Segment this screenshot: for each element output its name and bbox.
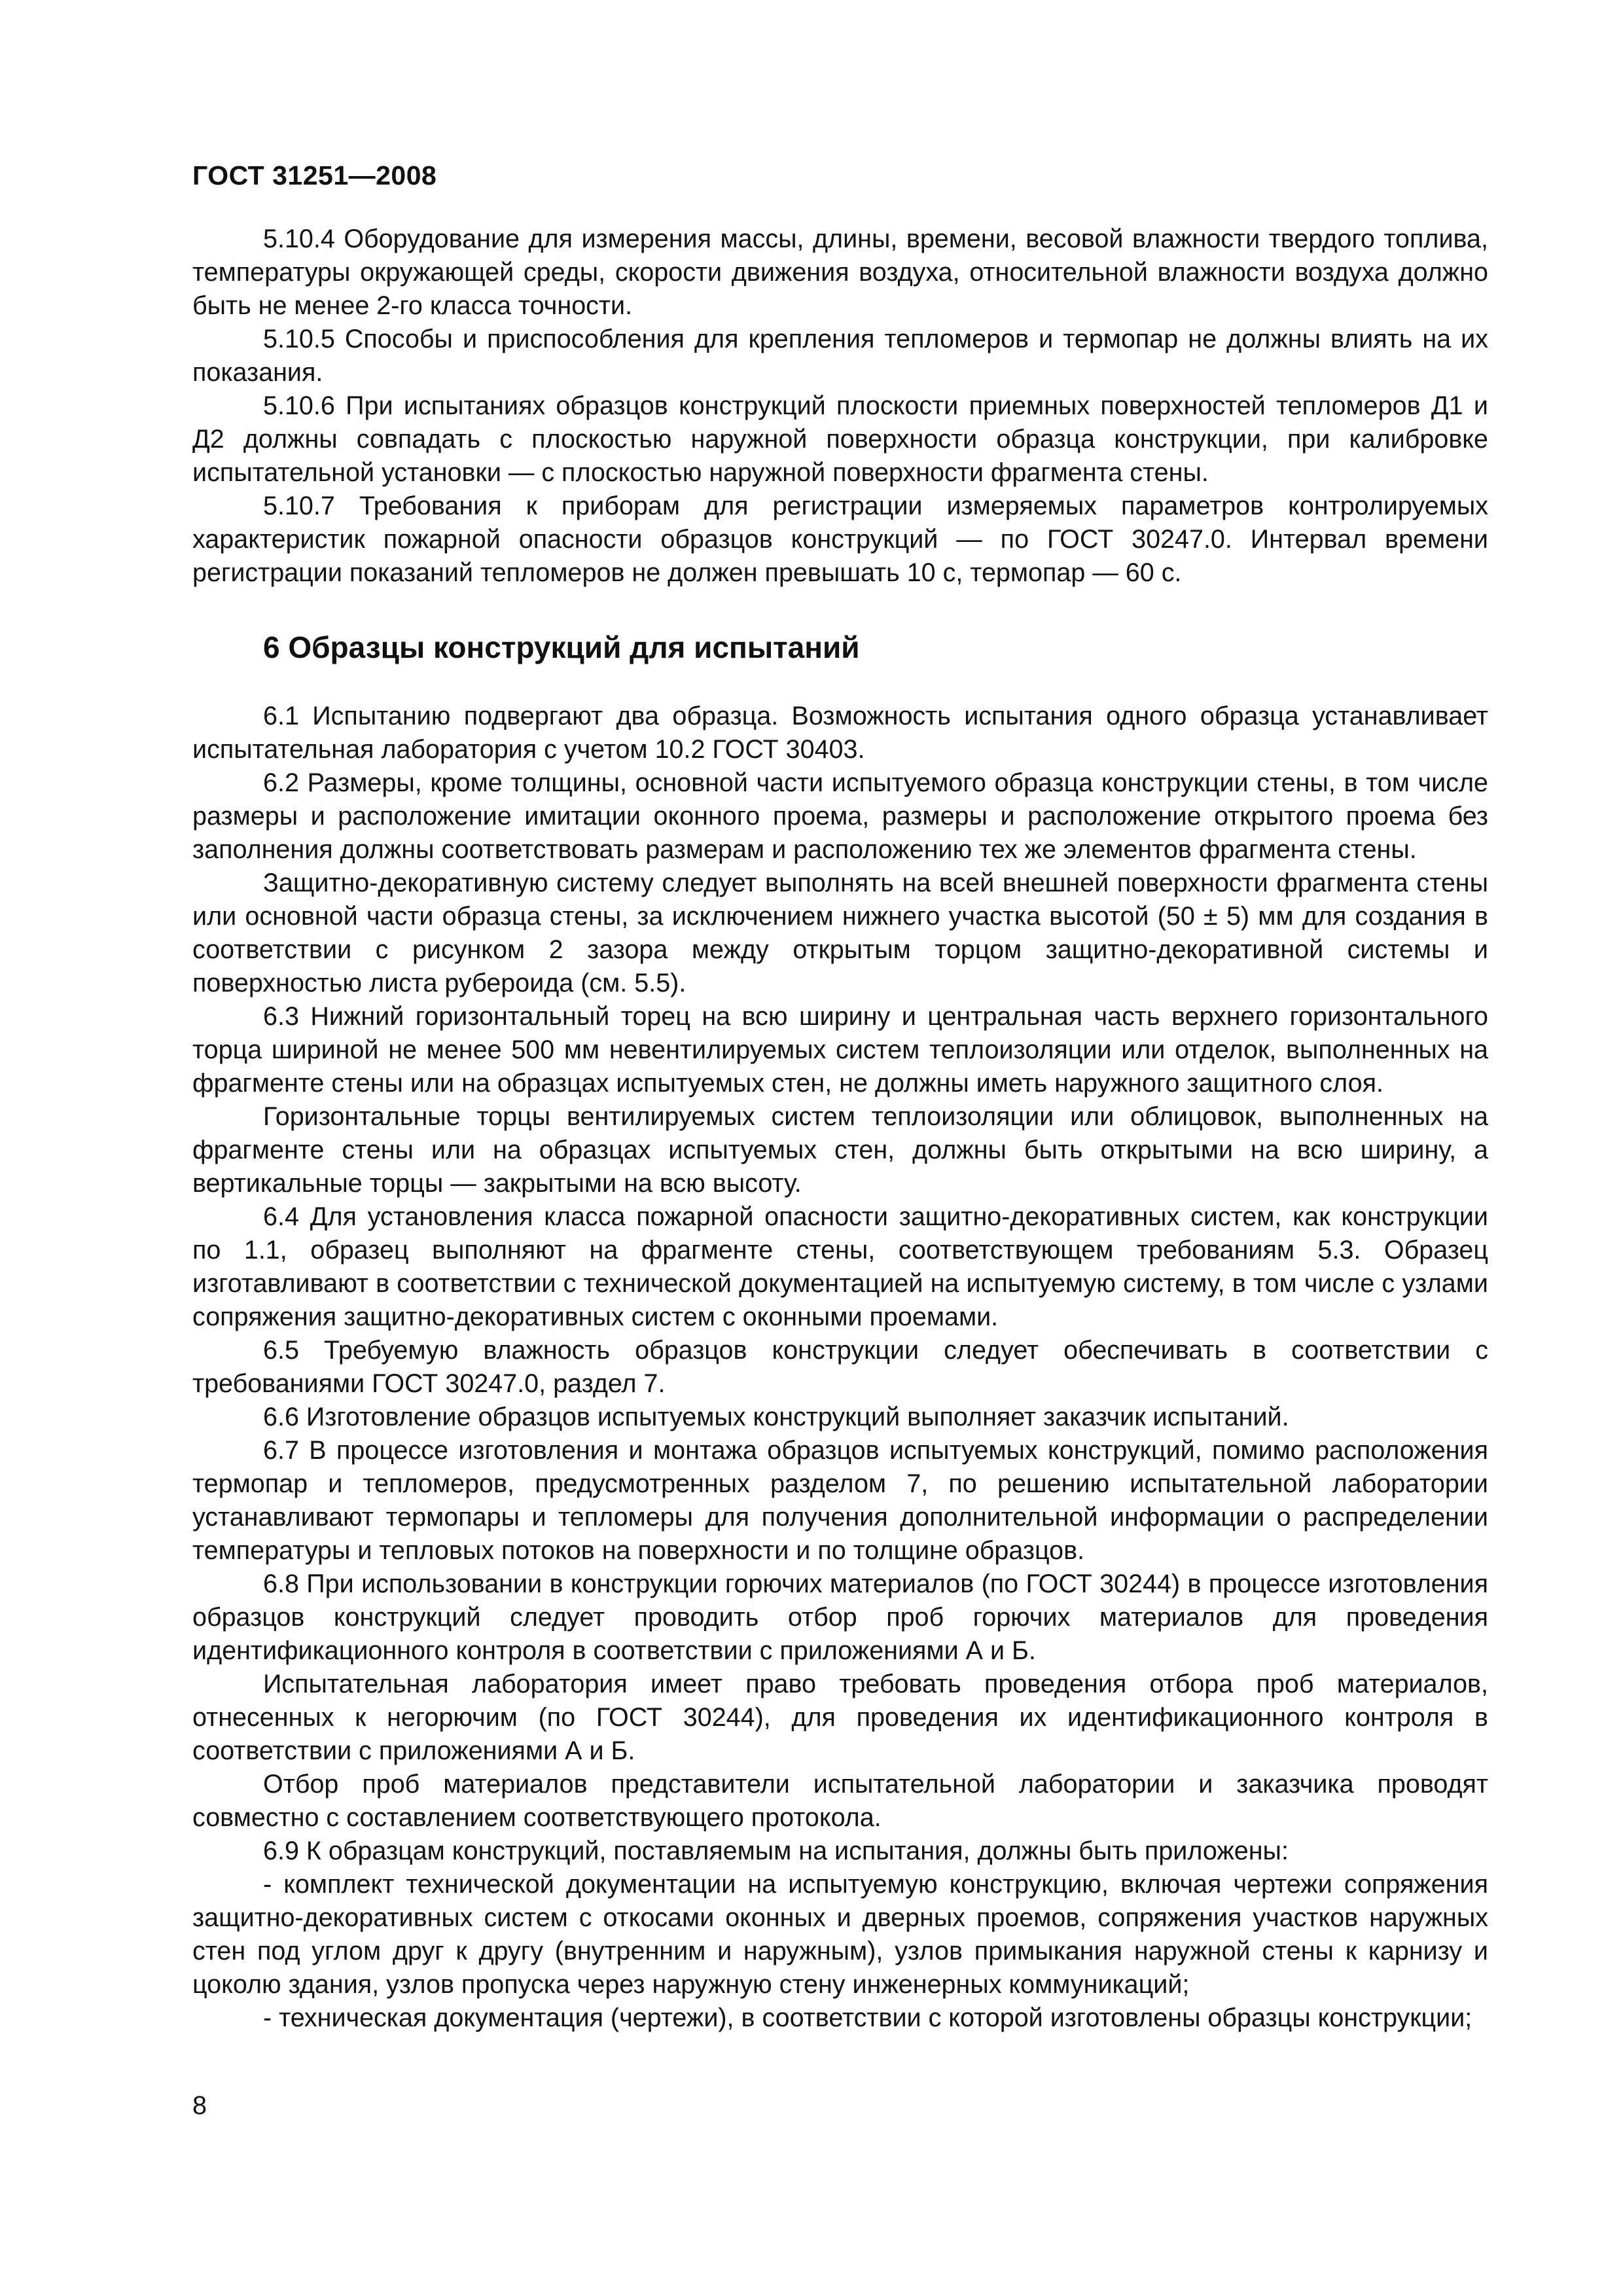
section-6-heading: 6 Образцы конструкций для испытаний [263,630,860,664]
paragraph-6-2-decorative-system: Защитно-декоративную систему следует выполнять на всей внешней поверхности фрагмента стены или основной части образца стены, за исключением нижнего участка высотой (50 ± 5) мм для создания в соответствии с рисунком 2 зазора между открытым торцом защитно-декоративной системы и поверхностью листа рубероида (см. 5.5). [192,869,1488,997]
paragraph-5-10-6: 5.10.6 При испытаниях образцов конструкций плоскости приемных поверхностей тепломеров Д1 и Д2 должны совпадать с плоскостью наружной поверхности образца конструкции, при калибровке испытательной установки — с плоскостью наружной поверхности фрагмента стены. [192,391,1488,487]
paragraph-6-8-lab-right: Испытательная лаборатория имеет право требовать проведения отбора проб материалов, отнесенных к негорючим (по ГОСТ 30244), для проведения их идентификационного контроля в соответствии с приложениями А и Б. [192,1670,1488,1765]
paragraph-6-3-ventilated-edges: Горизонтальные торцы вентилируемых систем теплоизоляции или облицовок, выполненных на фрагменте стены или на образцах испытуемых стен, должны быть открытыми на всю ширину, а вертикальные торцы — закрытыми на всю высоту. [192,1102,1488,1198]
paragraph-5-10-5: 5.10.5 Способы и приспособления для крепления тепломеров и термопар не должны влиять на их показания. [192,325,1488,387]
paragraph-6-7: 6.7 В процессе изготовления и монтажа образцов испытуемых конструкций, помимо расположения термопар и тепломеров, предусмотренных разделом 7, по решению испытательной лаборатории устанавливают термопары и тепломеры для получения дополнительной информации о распределении температуры и тепловых потоков на поверхности и по толщине образцов. [192,1436,1488,1565]
document-header: ГОСТ 31251—2008 [192,160,437,190]
paragraph-6-8-sampling: Отбор проб материалов представители испытательной лаборатории и заказчика проводят совместно с составлением соответствующего протокола. [192,1770,1488,1832]
paragraph-6-5: 6.5 Требуемую влажность образцов конструкции следует обеспечивать в соответствии с требованиями ГОСТ 30247.0, раздел 7. [192,1336,1488,1398]
paragraph-6-6: 6.6 Изготовление образцов испытуемых конструкций выполняет заказчик испытаний. [263,1403,1289,1431]
paragraph-6-3: 6.3 Нижний горизонтальный торец на всю ширину и центральная часть верхнего горизонтального торца шириной не менее 500 мм невентилируемых систем теплоизоляции или отделок, выполненных на фрагменте стены или на образцах испытуемых стен, не должны иметь наружного защитного слоя. [192,1002,1488,1098]
page-number: 8 [192,2091,207,2120]
paragraph-6-8: 6.8 При использовании в конструкции горючих материалов (по ГОСТ 30244) в процессе изготовления образцов конструкций следует проводить отбор проб горючих материалов для проведения идентификационного контроля в соответствии с приложениями А и Б. [192,1570,1488,1665]
paragraph-6-2: 6.2 Размеры, кроме толщины, основной части испытуемого образца конструкции стены, в том числе размеры и расположение имитации оконного проема, размеры и расположение открытого проема без заполнения должны соответствовать размерам и расположению тех же элементов фрагмента стены. [192,768,1488,864]
page-content [192,223,1488,2035]
list-item-technical-drawings: - техническая документация (чертежи), в соответствии с которой изготовлены образцы конструкции; [263,2003,1472,2032]
paragraph-6-9: 6.9 К образцам конструкций, поставляемым на испытания, должны быть приложены: [263,1837,1289,1865]
paragraph-6-1: 6.1 Испытанию подвергают два образца. Возможность испытания одного образца устанавливает испытательная лаборатория с учетом 10.2 ГОСТ 30403. [192,702,1488,764]
paragraph-6-4: 6.4 Для установления класса пожарной опасности защитно-декоративных систем, как конструкции по 1.1, образец выполняют на фрагменте стены, соответствующем требованиям 5.3. Образец изготавливают в соответствии с технической документацией на испытуемую систему, в том числе с узлами сопряжения защитно-декоративных систем с оконными проемами. [192,1202,1488,1331]
list-item-documentation-set: - комплект технической документации на испытуемую конструкцию, включая чертежи сопряжения защитно-декоративных систем с откосами оконных и дверных проемов, сопряжения участков наружных стен под углом друг к другу (внутренним и наружным), узлов примыкания наружной стены к карнизу и цоколю здания, узлов пропуска через наружную стену инженерных коммуникаций; [192,1870,1488,1999]
paragraph-5-10-7: 5.10.7 Требования к приборам для регистрации измеряемых параметров контролируемых характеристик пожарной опасности образцов конструкций — по ГОСТ 30247.0. Интервал времени регистрации показаний тепломеров не должен превышать 10 с, термопар — 60 с. [192,492,1488,587]
paragraph-5-10-4: 5.10.4 Оборудование для измерения массы, длины, времени, весовой влажности твердого топлива, температуры окружающей среды, скорости движения воздуха, относительной влажности воздуха должно быть не менее 2-го класса точности. [192,224,1488,320]
